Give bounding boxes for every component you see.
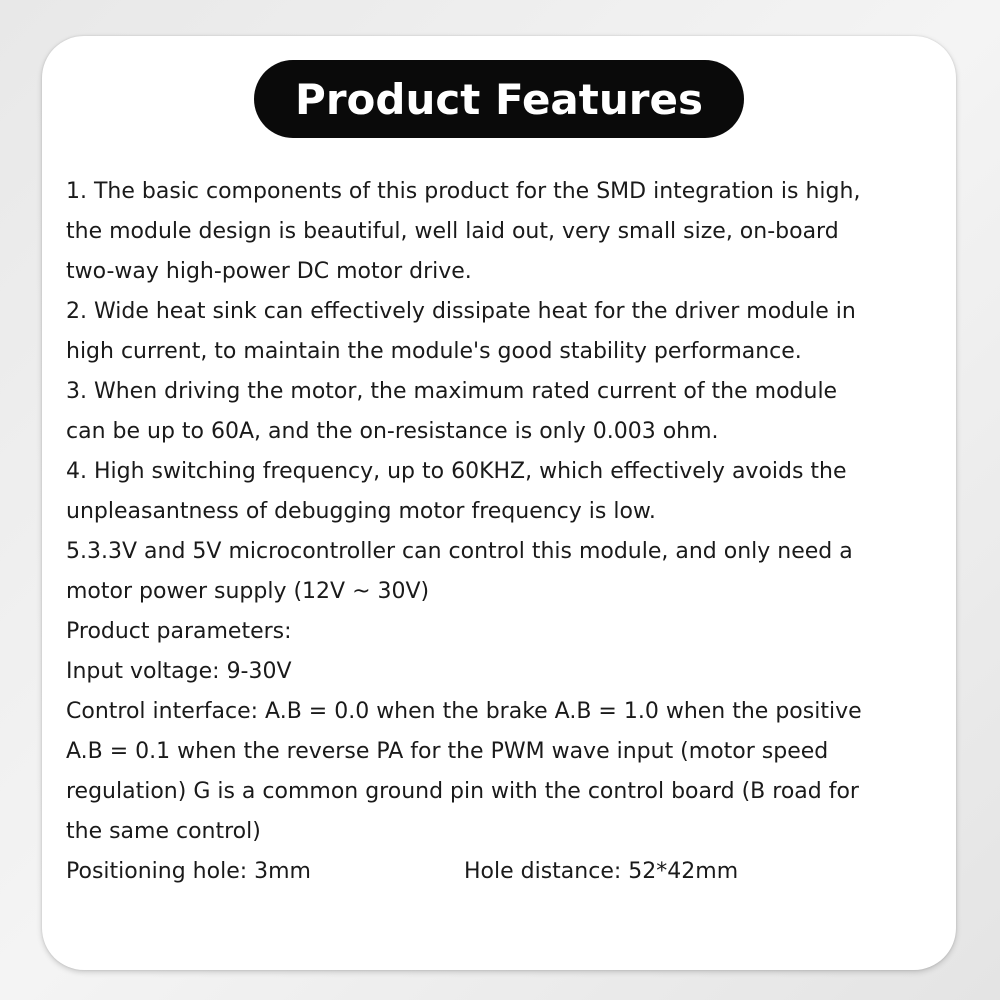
feature-line: two-way high-power DC motor drive. [66,259,472,284]
parameters-heading: Product parameters: [66,619,292,644]
feature-line: 4. High switching frequency, up to 60KHZ, which effectively avoids the [66,459,847,484]
page-title: Product Features [295,74,703,124]
control-interface-line: regulation) G is a common ground pin with the control board (B road for [66,779,859,804]
feature-line: 1. The basic components of this product for the SMD integration is high, [66,179,861,204]
control-interface-line: the same control) [66,819,261,844]
feature-line: the module design is beautiful, well laid out, very small size, on-board [66,219,839,244]
positioning-hole: Positioning hole: 3mm [66,859,311,884]
feature-line: high current, to maintain the module's good stability performance. [66,339,802,364]
input-voltage: Input voltage: 9-30V [66,659,292,684]
hole-distance: Hole distance: 52*42mm [464,859,739,884]
feature-line: unpleasantness of debugging motor frequency is low. [66,499,656,524]
control-interface-line: A.B = 0.1 when the reverse PA for the PWM wave input (motor speed [66,739,829,764]
title-pill [254,60,744,138]
feature-text-block [66,172,936,892]
feature-line: 5.3.3V and 5V microcontroller can control this module, and only need a [66,539,853,564]
hole-specs-row [66,852,936,892]
feature-line: motor power supply (12V ~ 30V) [66,579,430,604]
feature-line: 3. When driving the motor, the maximum rated current of the module [66,379,838,404]
control-interface-line: Control interface: A.B = 0.0 when the brake A.B = 1.0 when the positive [66,699,862,724]
feature-line: can be up to 60A, and the on-resistance is only 0.003 ohm. [66,419,719,444]
feature-line: 2. Wide heat sink can effectively dissipate heat for the driver module in [66,299,856,324]
